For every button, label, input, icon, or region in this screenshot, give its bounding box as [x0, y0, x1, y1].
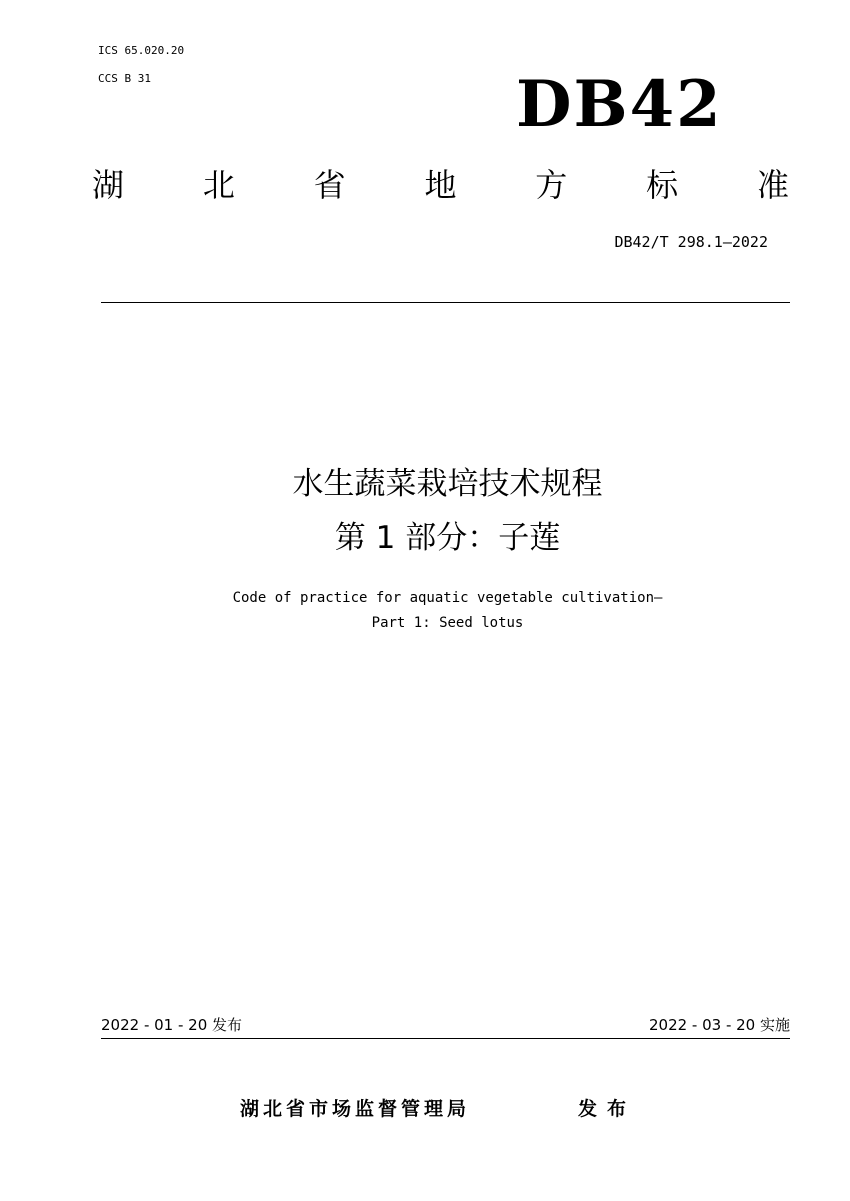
publisher-name: 湖北省市场监督管理局 [240, 1098, 471, 1120]
header-divider [101, 302, 790, 303]
standard-type-char: 省 [313, 166, 346, 204]
standard-type-char: 湖 [91, 166, 124, 204]
standard-type-char: 准 [756, 166, 789, 204]
issue-date: 2022 - 01 - 20 发布 [101, 1016, 243, 1034]
title-en-line2: Part 1: Seed lotus [371, 615, 524, 631]
title-en-line1: Code of practice for aquatic vegetable cultivation— [232, 590, 663, 606]
standard-logo: DB42 [516, 67, 723, 142]
standard-type-char: 方 [535, 166, 568, 204]
standard-type-char: 地 [424, 166, 457, 204]
implementation-date: 2022 - 03 - 20 实施 [648, 1016, 790, 1034]
standard-type-title [88, 160, 793, 210]
ccs-code: CCS B 31 [98, 72, 151, 85]
standard-type-char: 标 [646, 166, 679, 204]
title-zh-line2: 第 1 部分：子莲 [334, 520, 561, 556]
footer-divider [101, 1038, 790, 1039]
standard-number: DB42/T 298.1—2022 [614, 233, 768, 251]
ics-code: ICS 65.020.20 [98, 44, 185, 57]
publish-label: 发布 [578, 1098, 637, 1120]
standard-type-char: 北 [202, 166, 235, 204]
title-zh-line1: 水生蔬菜栽培技术规程 [292, 466, 603, 502]
